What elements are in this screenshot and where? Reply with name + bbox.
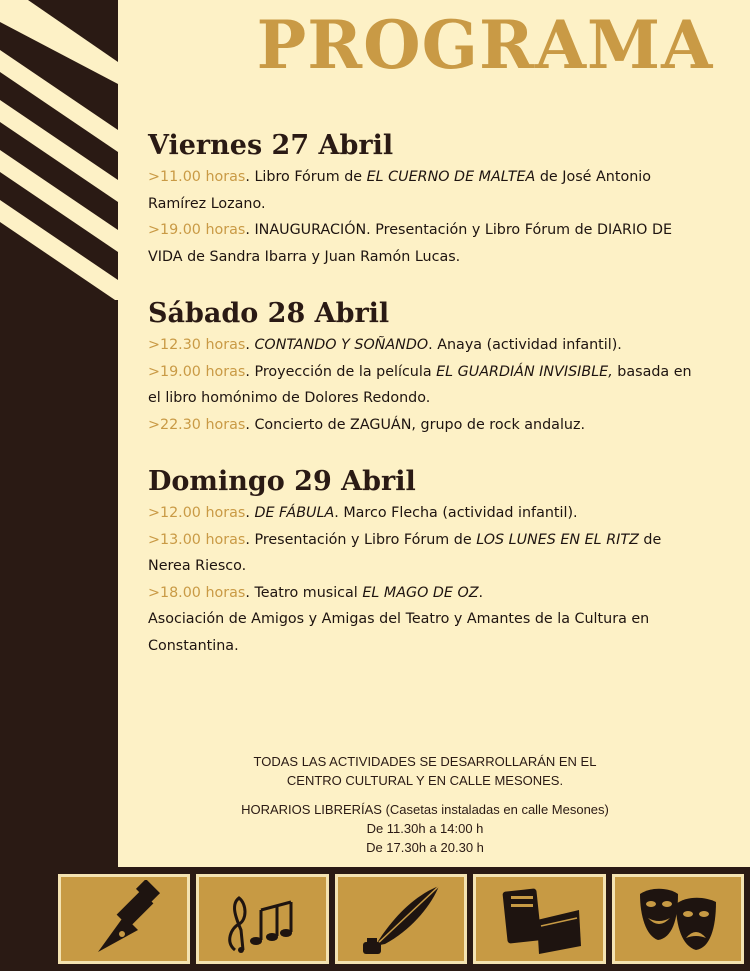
icon-tile [196, 874, 328, 964]
event-time: >19.00 horas [148, 363, 246, 380]
event-text: de Nerea Riesco. [148, 531, 662, 574]
footer-info [200, 752, 650, 857]
event-title: EL CUERNO DE MALTEA [366, 169, 536, 185]
theater-masks-icon [632, 880, 724, 958]
event-title: CONTANDO Y SOÑANDO [254, 337, 429, 353]
event-text: . Marco Flecha (actividad infantil). [334, 505, 578, 521]
fountain-pen-icon [78, 880, 170, 958]
event-item [148, 164, 708, 217]
icon-tile [612, 874, 744, 964]
event-text: . Teatro musical [245, 584, 363, 601]
event-item [148, 527, 708, 580]
hours-line: De 17.30h a 20.30 h [366, 840, 484, 855]
footer-line: CENTRO CULTURAL Y EN CALLE MESONES. [286, 773, 564, 788]
quill-inkwell-icon [355, 880, 447, 958]
day-heading: Viernes 27 Abril [148, 130, 394, 161]
icon-tile [335, 874, 467, 964]
event-title: EL GUARDIÁN INVISIBLE, [436, 363, 613, 380]
event-time: >18.00 horas [148, 584, 246, 601]
event-time: >11.00 horas [148, 169, 246, 185]
books-icon [493, 880, 585, 958]
event-text: . [245, 337, 255, 353]
event-item [148, 217, 708, 270]
event-item [148, 500, 708, 527]
event-item [148, 332, 708, 359]
event-title: LOS LUNES EN EL RITZ [476, 531, 639, 548]
event-time: >12.30 horas [148, 337, 246, 353]
event-item [148, 412, 708, 439]
event-text: . INAUGURACIÓN. Presentación y Libro Fórum de DIARIO DE VIDA de Sandra Ibarra y Juan Ramón Lucas. [148, 222, 673, 265]
hours-title: HORARIOS LIBRERÍAS (Casetas instaladas en calle Mesones) [241, 802, 609, 817]
day-heading: Sábado 28 Abril [148, 298, 390, 329]
organizer-note: Asociación de Amigos y Amigas del Teatro y Amantes de la Cultura en Constantina. [148, 611, 650, 654]
icon-tile [58, 874, 190, 964]
hours-line: De 11.30h a 14:00 h [366, 821, 484, 836]
page-title: PROGRAMA [256, 6, 714, 84]
event-text: . [478, 584, 484, 601]
chevron-pattern-icon [0, 0, 118, 300]
event-text: de José Antonio Ramírez Lozano. [148, 169, 651, 212]
day-domingo [148, 464, 708, 659]
event-text: basada en el libro homónimo de Dolores Redondo. [148, 363, 692, 406]
event-text: . Concierto de ZAGUÁN, grupo de rock andaluz. [245, 416, 586, 433]
event-text: . Anaya (actividad infantil). [428, 337, 622, 353]
event-time: >19.00 horas [148, 222, 246, 238]
event-text: . Proyección de la película [245, 363, 437, 380]
event-text: . [245, 505, 255, 521]
event-text: . Presentación y Libro Fórum de [245, 531, 477, 548]
event-item [148, 359, 708, 412]
event-time: >12.00 horas [148, 505, 246, 521]
event-title: EL MAGO DE OZ [362, 584, 479, 601]
program-content [148, 128, 708, 685]
event-time: >13.00 horas [148, 531, 246, 548]
event-item [148, 580, 708, 607]
day-sabado [148, 296, 708, 438]
day-heading: Domingo 29 Abril [148, 466, 416, 497]
event-text: . Libro Fórum de [245, 169, 367, 185]
icon-strip [52, 867, 750, 971]
music-notes-icon [217, 880, 309, 958]
left-decorative-band [0, 0, 118, 971]
event-title: DE FÁBULA [254, 505, 335, 521]
event-time: >22.30 horas [148, 416, 246, 433]
footer-line: TODAS LAS ACTIVIDADES SE DESARROLLARÁN EN EL [253, 754, 597, 769]
day-viernes [148, 128, 708, 270]
icon-tile [473, 874, 605, 964]
